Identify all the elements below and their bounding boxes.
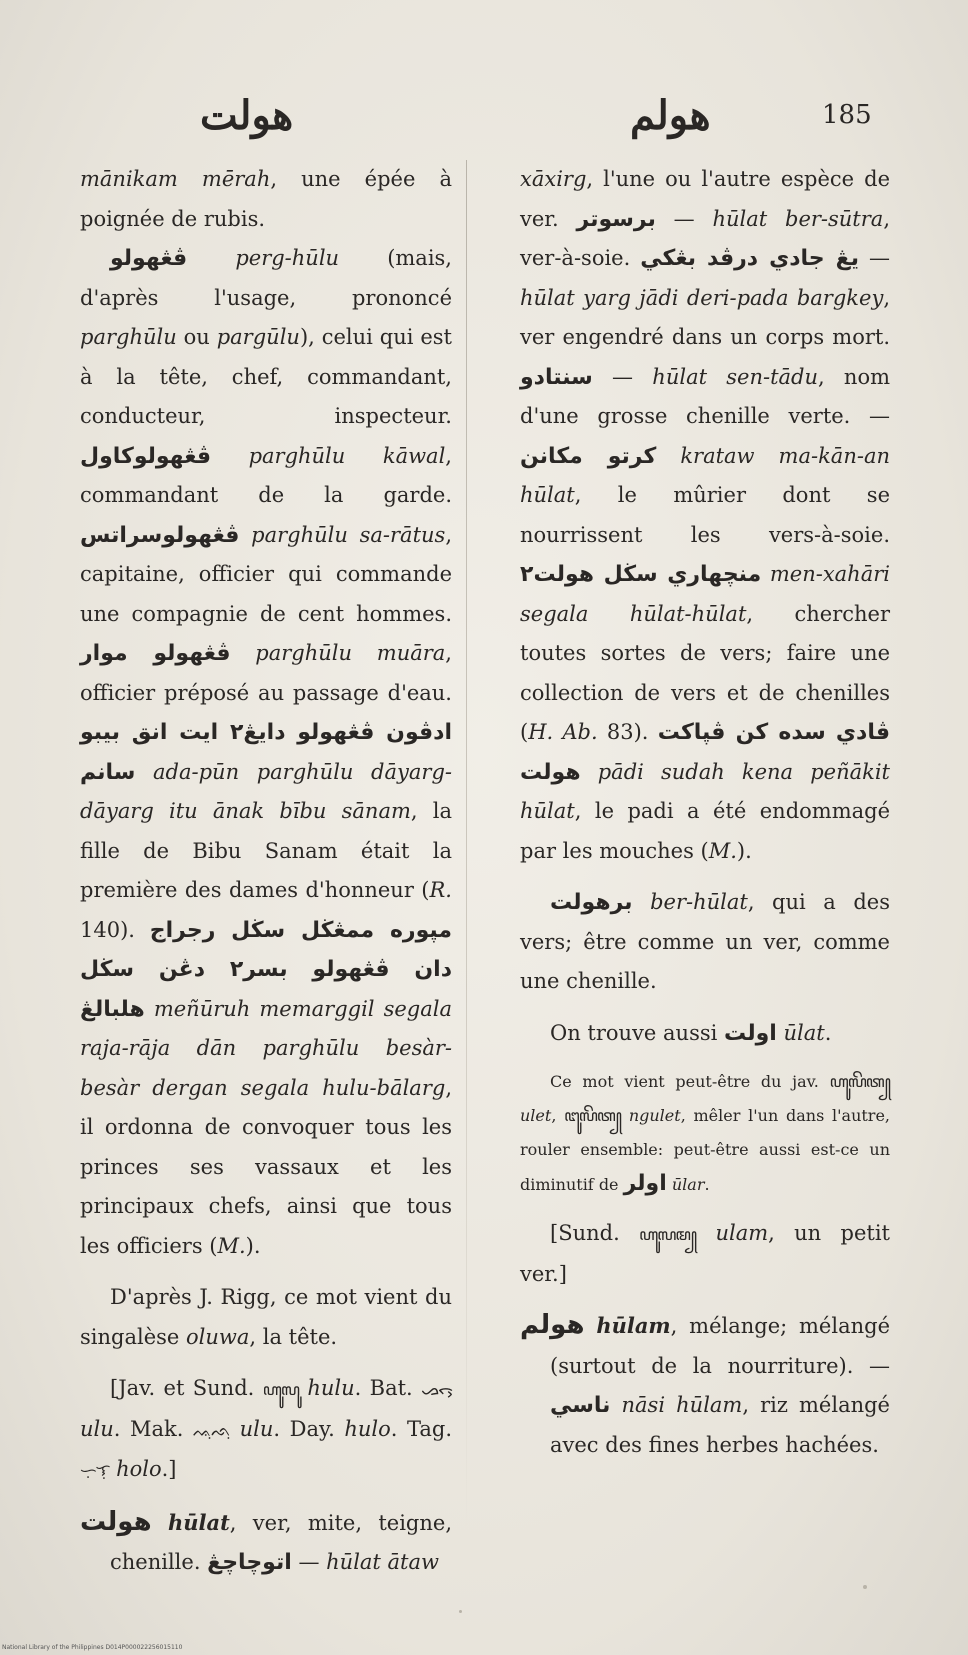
page-number: 185 xyxy=(822,100,872,130)
scan-footer: National Library of the Philippines D014P000022256015110 xyxy=(2,1644,183,1651)
column-divider xyxy=(466,160,467,1530)
sundanese-note: [Sund. ꦲꦸꦭꦩ꧀ ulam, un petit ver.] xyxy=(520,1221,890,1286)
entry-hulat-continuation: xāxirg, l'une ou l'autre espèce de ver. برسوتر — hūlat ber-sūtra, ver-à-soie. يڠ جادي درڤد بڠكي — hūlat yarg jādi deri-pada bargkey, ver engendré dans un corps mort. سنتادو — hūlat sen-tādu, nom d'une grosse chenille verte. — كرتو مكانن krataw ma-kān-an hūlat, le mûrier dont se nourrissent les vers-à-soie. منچهاري سڬل هولت٢ men-xahāri segala hūlat-hūlat, chercher toutes sortes de vers; faire une collection de vers et de chenilles (H. Ab. 83). ڤادي سده كن ڤڽاكت هولت pādi sudah kena peñākit hūlat, le padi a été endommagé par les mouches (M.). xyxy=(520,167,891,863)
right-column xyxy=(520,160,890,1465)
entry-hulat: هولت hūlat, ver, mite, teigne, chenille. اتوچاچڠ — hūlat ātaw xyxy=(80,1506,452,1575)
paper-speck xyxy=(863,1585,867,1589)
etymology-note: D'après J. Rigg, ce mot vient du singalèse oluwa, la tête. xyxy=(80,1285,452,1349)
entry-hulam: هولم hūlam, mélange; mélangé (surtout de la nourriture). — ناسي nāsi hūlam, riz mélangé avec des fines herbes hachées. xyxy=(520,1310,890,1457)
entry-continuation: mānikam mērah, une épée à poignée de rubis. xyxy=(80,167,452,231)
variant-note: On trouve aussi اولت ūlat. xyxy=(550,1020,832,1046)
cognates-note: [Jav. et Sund. ꦲꦸꦭꦸ hulu. Bat. ᯀᯞᯮ ulu. Mak. ᨕᨘᨒᨘ ulu. Day. hulo. Tag. ᜑᜓᜎᜓ holo.] xyxy=(80,1376,452,1481)
left-column xyxy=(80,160,452,1583)
entry-ber-hulat: برهولت ber-hūlat, qui a des vers; être comme un ver, comme une chenille. xyxy=(520,890,890,993)
header-left-word: هولت xyxy=(200,92,294,139)
header-right-word: هولم xyxy=(630,92,711,139)
etymology-note-small: Ce mot vient peut-être du jav. ꦲꦸꦭꦼꦠ꧀ ulet, ꦔꦸꦭꦼꦠ꧀ ngulet, mêler l'un dans l'autre, rouler ensemble: peut-être aussi est-ce un diminutif de اولر ūlar. xyxy=(520,1072,891,1196)
paper-speck xyxy=(459,1610,462,1613)
entry-perghulu: ڤڠهولو perg-hūlu (mais, d'après l'usage, prononcé parghūlu ou pargūlu), celui qui est à la tête, chef, commandant, conducteur, inspecteur. ڤڠهولوكاول parghūlu kāwal, commandant de la garde. ڤڠهولوسراتس parghūlu sa-rātus, capitaine, officier qui commande une compagnie de cent hommes. ڤڠهولو موار parghūlu muāra, officier préposé au passage d'eau. ادڤون ڤڠهولو دايڠ٢ ايت انق بيبو سانم ada-pūn parghūlu dāyarg-dāyarg itu ānak bību sānam, la fille de Bibu Sanam était la première des dames d'honneur (R. 140). مپوره ممڠڬل سڬل رجراج دان ڤڠهولو بسر٢ دڠن سڬل هلبالڠ meñūruh memarggil segala raja-rāja dān parghūlu besàr-besàr dergan segala hulu-bālarg, il ordonna de convoquer tous les princes ses vassaux et les principaux chefs, ainsi que tous les officiers (M.). xyxy=(80,246,453,1258)
